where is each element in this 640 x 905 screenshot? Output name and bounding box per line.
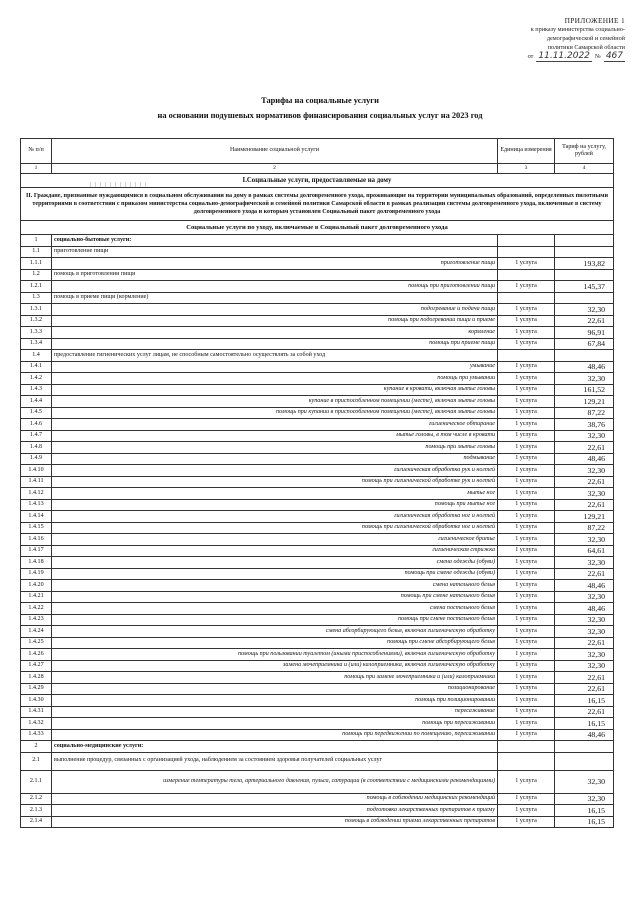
row-unit: 1 услуга	[498, 258, 555, 270]
row-unit: 1 услуга	[498, 591, 555, 603]
row-price: 22,61	[555, 637, 614, 649]
row-price: 161,52	[555, 384, 614, 396]
row-price: 38,76	[555, 419, 614, 431]
row-number: 1.3.4	[21, 338, 52, 350]
row-unit	[498, 246, 555, 258]
table-row	[21, 660, 614, 672]
row-unit: 1 услуга	[498, 419, 555, 431]
row-service-name: замена мочеприемника и (или) калоприемника, включая гигиеническую обработку	[52, 660, 498, 672]
row-service-name: купание в кровати, включая мытье головы	[52, 384, 498, 396]
row-price: 16,15	[555, 718, 614, 730]
date-prefix: от	[527, 53, 534, 60]
table-row	[21, 672, 614, 684]
table-row	[21, 373, 614, 385]
row-price: 32,30	[555, 465, 614, 477]
table-row	[21, 453, 614, 465]
row-price: 22,61	[555, 442, 614, 454]
row-price: 48,46	[555, 361, 614, 373]
index-cell: 1	[21, 164, 52, 174]
row-number: 1.4.1	[21, 361, 52, 373]
row-price: 16,15	[555, 695, 614, 707]
row-service-name: приготовление пищи	[52, 258, 498, 270]
row-price: 96,91	[555, 327, 614, 339]
row-price: 87,22	[555, 407, 614, 419]
row-unit: 1 услуга	[498, 805, 555, 817]
table-row	[21, 534, 614, 546]
header-row	[21, 139, 614, 164]
appendix-title: ПРИЛОЖЕНИЕ 1	[564, 16, 625, 25]
table-row	[21, 568, 614, 580]
appendix-line-2: демографической и семейной	[546, 35, 625, 42]
table-row	[21, 396, 614, 408]
row-number: 1.3.3	[21, 327, 52, 339]
row-number: 1.4.24	[21, 626, 52, 638]
row-number: 1.1	[21, 246, 52, 258]
row-price: 22,61	[555, 476, 614, 488]
row-service-name: помощь в соблюдении медицинских рекомендаций	[52, 793, 498, 805]
table-row	[21, 793, 614, 805]
row-price: 32,30	[555, 591, 614, 603]
document-subtitle: на основании подушевых нормативов финансирования социальных услуг на 2023 год	[157, 111, 483, 120]
row-number: 1.4.32	[21, 718, 52, 730]
row-unit: 1 услуга	[498, 488, 555, 500]
row-service-name: социально-бытовые услуги:	[52, 235, 498, 247]
row-unit: 1 услуга	[498, 465, 555, 477]
row-number: 1.4.12	[21, 488, 52, 500]
row-number: 1.4.4	[21, 396, 52, 408]
row-number: 1.2	[21, 269, 52, 281]
row-number: 1.4.13	[21, 499, 52, 511]
row-number: 1.4.28	[21, 672, 52, 684]
row-service-name: гигиеническая обработка рук и ногтей	[52, 465, 498, 477]
row-service-name: купание в приспособленном помещении (месте), включая мытье головы	[52, 396, 498, 408]
row-price: 16,15	[555, 816, 614, 828]
row-number: 2.1.2	[21, 793, 52, 805]
row-unit: 1 услуга	[498, 816, 555, 828]
row-number: 1.4.17	[21, 545, 52, 557]
row-number: 2.1.4	[21, 816, 52, 828]
table-row	[21, 718, 614, 730]
row-number: 1.4.15	[21, 522, 52, 534]
row-service-name: выполнение процедур, связанных с организацией ухода, наблюдением за состоянием здоровья получателей социальных услуг	[52, 752, 498, 770]
row-unit: 1 услуга	[498, 614, 555, 626]
row-unit: 1 услуга	[498, 626, 555, 638]
table-row	[21, 430, 614, 442]
table-row	[21, 235, 614, 247]
index-cell: 3	[498, 164, 555, 174]
row-unit: 1 услуга	[498, 522, 555, 534]
date-value: 11.11.2022	[538, 51, 590, 61]
row-service-name: кормление	[52, 327, 498, 339]
section-paragraph: II. Граждане, признанные нуждающимися в социальном обслуживании на дому в рамках системы долговременного ухода, проживающие на территории муниципальных образований, определенных пилотными территориями в соответствии с приказом министерства социально-демографической и семейной политики Самарской области в рамках реализации системы долговременного ухода, включенные в систему долговременного ухода и которым установлен Социальный пакет долговременного ухода	[21, 188, 614, 221]
table-row	[21, 488, 614, 500]
index-cell: 4	[555, 164, 614, 174]
table-row	[21, 499, 614, 511]
table-row	[21, 557, 614, 569]
row-unit: 1 услуга	[498, 327, 555, 339]
row-price: 64,61	[555, 545, 614, 557]
row-service-name: гигиеническая стрижка	[52, 545, 498, 557]
row-service-name: мытье головы, в том числе в кровати	[52, 430, 498, 442]
table-row	[21, 770, 614, 793]
header-price: Тариф на услугу, рублей	[555, 139, 614, 164]
row-number: 2.1.3	[21, 805, 52, 817]
row-number: 1.3.1	[21, 304, 52, 316]
row-unit: 1 услуга	[498, 603, 555, 615]
row-service-name: помощь при подогревании пищи и приеме	[52, 315, 498, 327]
row-service-name: предоставление гигиенических услуг лицам, не способным самостоятельно осуществлять за собой уход	[52, 350, 498, 362]
row-number: 2	[21, 741, 52, 753]
row-unit: 1 услуга	[498, 384, 555, 396]
row-unit: 1 услуга	[498, 396, 555, 408]
row-number: 1.4.6	[21, 419, 52, 431]
table-row	[21, 269, 614, 281]
row-unit: 1 услуга	[498, 373, 555, 385]
row-unit: 1 услуга	[498, 534, 555, 546]
row-service-name: подогревание и подача пищи	[52, 304, 498, 316]
row-number: 1.4.31	[21, 706, 52, 718]
table-row	[21, 706, 614, 718]
row-service-name: помощь в приеме пищи (кормление)	[52, 292, 498, 304]
table-row	[21, 614, 614, 626]
subsection-title: Социальные услуги по уходу, включаемые в Социальный пакет долговременного ухода	[21, 221, 614, 235]
row-unit: 1 услуга	[498, 361, 555, 373]
row-price: 22,61	[555, 499, 614, 511]
row-unit: 1 услуга	[498, 683, 555, 695]
row-price: 32,30	[555, 660, 614, 672]
row-price	[555, 269, 614, 281]
row-service-name: помощь при позиционировании	[52, 695, 498, 707]
row-service-name: подготовка лекарственных препаратов к приему	[52, 805, 498, 817]
row-unit: 1 услуга	[498, 580, 555, 592]
row-price: 129,21	[555, 396, 614, 408]
row-unit: 1 услуга	[498, 695, 555, 707]
row-unit	[498, 741, 555, 753]
row-unit: 1 услуга	[498, 706, 555, 718]
row-service-name: смена нательного белья	[52, 580, 498, 592]
row-price	[555, 235, 614, 247]
table-row	[21, 580, 614, 592]
row-price: 32,30	[555, 770, 614, 793]
row-service-name: умывание	[52, 361, 498, 373]
row-number: 1.4.11	[21, 476, 52, 488]
row-number: 1.2.1	[21, 281, 52, 293]
row-number: 1.1.1	[21, 258, 52, 270]
header-unit: Единица измерения	[498, 139, 555, 164]
table-row	[21, 338, 614, 350]
row-unit: 1 услуга	[498, 499, 555, 511]
table-row	[21, 327, 614, 339]
row-unit: 1 услуга	[498, 718, 555, 730]
row-service-name: помощь при пересаживании	[52, 718, 498, 730]
table-row	[21, 816, 614, 828]
table-row	[21, 752, 614, 770]
row-price: 193,82	[555, 258, 614, 270]
table-row	[21, 304, 614, 316]
table-row	[21, 637, 614, 649]
row-unit: 1 услуга	[498, 660, 555, 672]
row-number: 1.4.30	[21, 695, 52, 707]
table-row	[21, 805, 614, 817]
row-unit: 1 услуга	[498, 511, 555, 523]
scan-smudge	[90, 182, 150, 188]
row-price: 32,30	[555, 793, 614, 805]
table-row	[21, 315, 614, 327]
row-service-name: смена одежды (обуви)	[52, 557, 498, 569]
row-service-name: помощь при мытье ног	[52, 499, 498, 511]
row-unit	[498, 269, 555, 281]
table-row	[21, 442, 614, 454]
table-row	[21, 281, 614, 293]
row-number: 1.4	[21, 350, 52, 362]
row-number: 1.4.22	[21, 603, 52, 615]
number-value: 467	[605, 51, 623, 61]
paragraph-row	[21, 188, 614, 221]
document-title: Тарифы на социальные услуги	[261, 96, 379, 105]
row-unit	[498, 350, 555, 362]
index-row	[21, 164, 614, 174]
row-service-name: помощь при купании в приспособленном помещении (месте), включая мытье головы	[52, 407, 498, 419]
row-number: 1	[21, 235, 52, 247]
row-unit: 1 услуга	[498, 557, 555, 569]
row-number: 1.4.27	[21, 660, 52, 672]
row-unit: 1 услуга	[498, 672, 555, 684]
row-unit	[498, 235, 555, 247]
row-service-name: помощь при гигиенической обработке ног и ногтей	[52, 522, 498, 534]
row-service-name: социально-медицинские услуги:	[52, 741, 498, 753]
row-service-name: помощь при пользовании туалетом (иными приспособлениями), включая гигиеническую обработку	[52, 649, 498, 661]
table-row	[21, 545, 614, 557]
row-service-name: помощь при замене мочеприемника и (или) калоприемника	[52, 672, 498, 684]
row-price: 48,46	[555, 580, 614, 592]
row-number: 1.4.7	[21, 430, 52, 442]
appendix-line-1: к приказу министерства социально-	[530, 26, 625, 33]
row-unit: 1 услуга	[498, 770, 555, 793]
row-number: 1.4.2	[21, 373, 52, 385]
row-service-name: помощь при смене одежды (обуви)	[52, 568, 498, 580]
row-unit: 1 услуга	[498, 315, 555, 327]
row-number: 1.4.5	[21, 407, 52, 419]
row-number: 2.1	[21, 752, 52, 770]
row-unit	[498, 292, 555, 304]
row-unit: 1 услуга	[498, 430, 555, 442]
row-service-name: гигиеническая обработка ног и ногтей	[52, 511, 498, 523]
row-unit: 1 услуга	[498, 649, 555, 661]
row-unit: 1 услуга	[498, 453, 555, 465]
table-row	[21, 292, 614, 304]
row-price: 87,22	[555, 522, 614, 534]
row-service-name: помощь в соблюдении приема лекарственных препаратов	[52, 816, 498, 828]
table-row	[21, 465, 614, 477]
row-service-name: помощь при мытье головы	[52, 442, 498, 454]
table-row	[21, 246, 614, 258]
table-row	[21, 741, 614, 753]
row-number: 1.4.25	[21, 637, 52, 649]
row-service-name: пересаживание	[52, 706, 498, 718]
table-row	[21, 419, 614, 431]
row-number: 1.4.10	[21, 465, 52, 477]
row-service-name: помощь при приеме пищи	[52, 338, 498, 350]
appendix-date-line	[455, 52, 625, 62]
row-service-name: смена абсорбирующего белья, включая гигиеническую обработку	[52, 626, 498, 638]
row-number: 1.4.19	[21, 568, 52, 580]
row-price: 16,15	[555, 805, 614, 817]
row-price: 48,46	[555, 453, 614, 465]
row-unit: 1 услуга	[498, 729, 555, 741]
row-number: 1.4.9	[21, 453, 52, 465]
row-price	[555, 741, 614, 753]
row-price: 145,37	[555, 281, 614, 293]
row-service-name: помощь при смене постельного белья	[52, 614, 498, 626]
row-service-name: позиционирование	[52, 683, 498, 695]
row-price: 32,30	[555, 373, 614, 385]
row-number: 1.3.2	[21, 315, 52, 327]
row-unit: 1 услуга	[498, 476, 555, 488]
row-number: 1.4.18	[21, 557, 52, 569]
appendix-line-3: политики Самарской области	[547, 44, 625, 51]
row-price: 48,46	[555, 729, 614, 741]
row-number: 1.4.20	[21, 580, 52, 592]
table-row	[21, 384, 614, 396]
row-unit: 1 услуга	[498, 637, 555, 649]
row-service-name: помощь в приготовлении пищи	[52, 269, 498, 281]
row-unit: 1 услуга	[498, 568, 555, 580]
table-row	[21, 476, 614, 488]
row-unit: 1 услуга	[498, 338, 555, 350]
row-price: 32,30	[555, 614, 614, 626]
table-row	[21, 683, 614, 695]
row-number: 1.4.26	[21, 649, 52, 661]
table-row	[21, 361, 614, 373]
row-number: 1.4.16	[21, 534, 52, 546]
row-price: 129,21	[555, 511, 614, 523]
tariff-table	[20, 138, 614, 828]
table-row	[21, 511, 614, 523]
index-cell: 2	[52, 164, 498, 174]
row-number: 1.4.29	[21, 683, 52, 695]
row-service-name: подмывание	[52, 453, 498, 465]
row-number: 1.3	[21, 292, 52, 304]
row-unit: 1 услуга	[498, 793, 555, 805]
table-row	[21, 695, 614, 707]
row-unit: 1 услуга	[498, 545, 555, 557]
row-unit: 1 услуга	[498, 304, 555, 316]
table-row	[21, 350, 614, 362]
row-service-name: помощь при умывании	[52, 373, 498, 385]
row-price: 22,61	[555, 315, 614, 327]
row-price: 48,46	[555, 603, 614, 615]
table-row	[21, 522, 614, 534]
row-number: 2.1.1	[21, 770, 52, 793]
header-num: № п/п	[21, 139, 52, 164]
table-row	[21, 729, 614, 741]
table-row	[21, 649, 614, 661]
row-price: 32,30	[555, 534, 614, 546]
row-number: 1.4.8	[21, 442, 52, 454]
row-number: 1.4.3	[21, 384, 52, 396]
row-price	[555, 350, 614, 362]
table-row	[21, 258, 614, 270]
row-service-name: гигиеническое бритье	[52, 534, 498, 546]
row-unit: 1 услуга	[498, 407, 555, 419]
row-service-name: гигиеническое обтирание	[52, 419, 498, 431]
row-number: 1.4.23	[21, 614, 52, 626]
row-number: 1.4.21	[21, 591, 52, 603]
section-title: I.Социальные услуги, предоставляемые на дому	[21, 174, 614, 188]
appendix-block	[455, 16, 625, 62]
table-row	[21, 407, 614, 419]
row-price: 32,30	[555, 488, 614, 500]
row-price: 67,84	[555, 338, 614, 350]
row-unit	[498, 752, 555, 770]
row-service-name: помощь при передвижении по помещению, пересаживании	[52, 729, 498, 741]
row-service-name: смена постельного белья	[52, 603, 498, 615]
row-price: 32,30	[555, 304, 614, 316]
row-price: 22,61	[555, 706, 614, 718]
row-number: 1.4.33	[21, 729, 52, 741]
row-price: 32,30	[555, 649, 614, 661]
row-service-name: измерение температуры тела, артериального давления, пульса, сатурации (в соответствии с медицинскими рекомендациями)	[52, 770, 498, 793]
row-price: 22,61	[555, 568, 614, 580]
row-service-name: приготовление пищи	[52, 246, 498, 258]
row-service-name: помощь при смене абсорбирующего белья	[52, 637, 498, 649]
subsection-row	[21, 221, 614, 235]
row-price: 32,30	[555, 557, 614, 569]
row-unit: 1 услуга	[498, 442, 555, 454]
row-service-name: помощь при гигиенической обработке рук и ногтей	[52, 476, 498, 488]
row-price: 22,61	[555, 672, 614, 684]
row-service-name: помощь при смене нательного белья	[52, 591, 498, 603]
row-price: 22,61	[555, 683, 614, 695]
row-price: 32,30	[555, 626, 614, 638]
row-service-name: помощь при приготовлении пищи	[52, 281, 498, 293]
row-number: 1.4.14	[21, 511, 52, 523]
row-unit: 1 услуга	[498, 281, 555, 293]
header-name: Наименование социальной услуги	[52, 139, 498, 164]
row-price: 32,30	[555, 430, 614, 442]
row-price	[555, 292, 614, 304]
row-service-name: мытье ног	[52, 488, 498, 500]
table-row	[21, 626, 614, 638]
row-price	[555, 246, 614, 258]
table-row	[21, 591, 614, 603]
table-row	[21, 603, 614, 615]
number-prefix: №	[594, 53, 601, 60]
row-price	[555, 752, 614, 770]
